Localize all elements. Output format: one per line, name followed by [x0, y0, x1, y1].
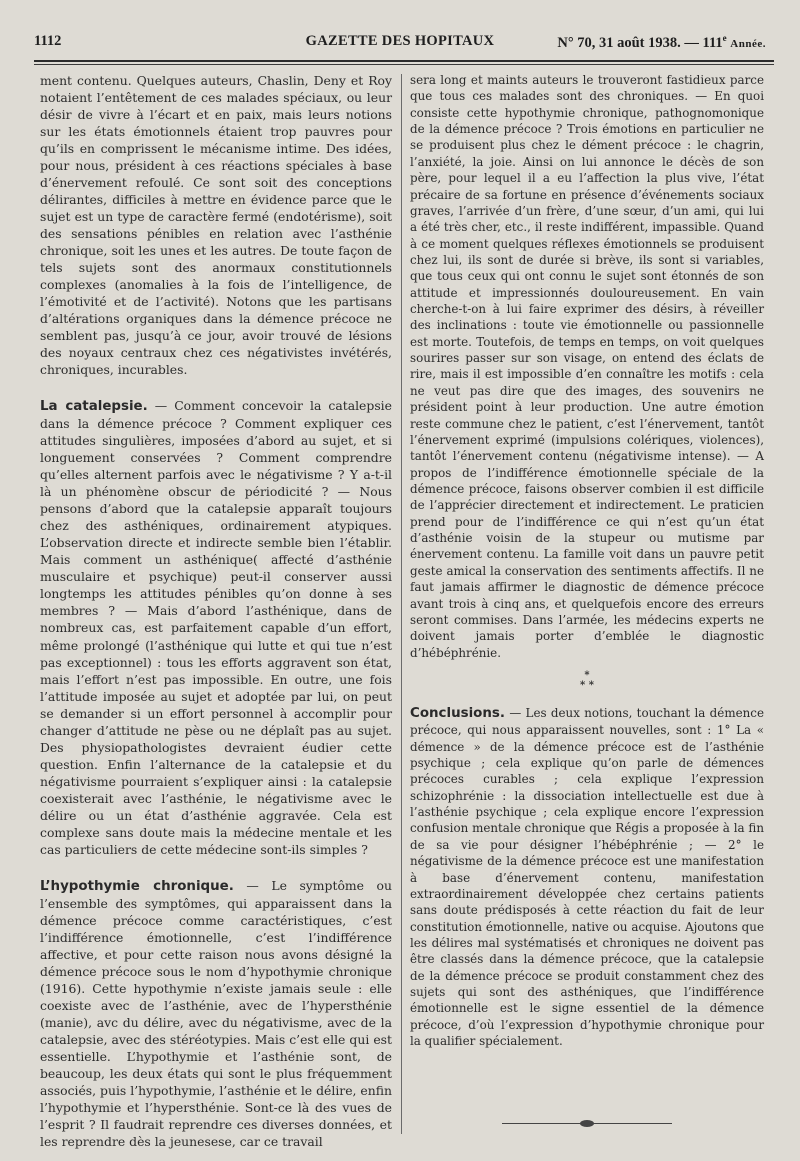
- asterism-bottom: * *: [580, 679, 594, 691]
- end-ornament-dot: [580, 1120, 594, 1127]
- catalepsie-heading: La catalepsie.: [40, 399, 148, 415]
- column-divider: [401, 74, 402, 1134]
- right-paragraph-1: sera long et maints auteurs le trouveront fastidieux parce que tous ces malades sont des chroniques. — En quoi consiste cette hypothymie chronique, pathognomonique de la démence précoce ? Trois émotions en particulier ne se produisent plus chez le dément précoce : le chagrin, l’anxiété, la joie. Ainsi on lui annonce le décès de son père, pour lequel il a eu l’affection la plus vive, l’état précaire de sa fortune en présence d’événements sociaux graves, l’arrivée d’un frère, d’une sœur, d’un ami, qui lui a été très cher, etc., il reste indifférent, impassible. Quand à ce moment quelques réflexes émotionnels se produisent chez lui, ils sont de durée si brève, ils sont si variables, que tous ceux qui ont connu le sujet sont étonnés de son attitude et impressionnés douloureusement. En vain cherche-t-on à lui faire exprimer des désirs, à réveiller des inclinations : toute vie émotionnelle ou passionnelle est morte. Toutefois, de temps en temps, on voit quelques sourires passer sur son visage, on entend des éclats de rire, mais il est impossible d’en connaître les motifs : cela ne veut pas dire que des images, des souvenirs ne président point à leur production. Une autre émotion reste commune chez le patient, c’est l’énervement, tantôt l’énervement exprimé (impulsions colériques, violences), tantôt l’énervement contenu (négativisme intense). — A propos de l’indifférence émotionnelle spéciale de la démence précoce, faisons observer combien il est difficile de l’apprécier directement et indirectement. Le praticien prend pour de l’indifférence ce qui n’est qu’un état d’asthénie voisin de la stupeur ou mutisme par énervement contenu. La famille voit dans un pauvre petit geste amical la conservation des sentiments affectifs. Il ne faut jamais affirmer le diagnostic de démence précoce avant trois à cinq ans, et quelquefois encore des erreurs seront commises. Dans l’armée, les médecins experts ne doivent jamais porter d’emblée le diagnostic d’hébéphrénie.: [410, 73, 764, 660]
- right-column: [410, 72, 764, 1129]
- hypothymie-paragraph: [40, 877, 392, 1150]
- hypothymie-text: — Le symptôme ou l’ensemble des symptômes, qui apparaissent dans la démence précoce comme caractéristiques, c’est l’indifférence émotionnelle, c’est l’indifférence affective, et pour cette raison nous avons désigné la démence précoce sous le nom d’hypothymie chronique (1916). Cette hypothymie n’existe jamais seule : elle coexiste avec de l’asthénie, avec de l’hypersthénie (manie), avc du délire, avec du négativisme, avec de la catalepsie, avec des stéréotypies. Mais c’est elle qui est essentielle. L’hypothymie et l’asthénie sont, de beaucoup, les deux états qui sont le plus fréquemment associés, puis l’hypothymie, l’asthénie et le délire, enfin l’hypothymie et l’hypersthénie. Sont-ce là des vues de l’esprit ? Il faudrait reprendre ces diverses données, et les reprendre dès la jeunesese, car ce travail: [40, 877, 393, 1149]
- catalepsie-text: — Comment concevoir la catalepsie dans la démence précoce ? Comment expliquer ces attitudes singulières, imposées d’abord au sujet, et si longuement conservées ? Comment comprendre qu’elles alternent parfois avec le négativisme ? Y a-t-il là un phénomène obscur de périodicité ? — Nous pensons d’abord que la catalepsie apparaît toujours chez des asthéniques, ordinairement atypiques. L’observation directe et indirecte semble bien l’établir. Mais comment un asthénique( affecté d’asthénie musculaire et psychique) peut-il conserver aussi longtemps les attitudes pénibles qu’on donne à ses membres ? — Mais d’abord l’asthénique, dans de nombreux cas, est parfaitement capable d’un effort, même prolongé (l’asthénique qui lutte et qui tue n’est pas exceptionnel) : tous les efforts aggravent son état, mais l’effort n’est pas impossible. En outre, une fois l’attitude imposée au sujet et adoptée par lui, on peut se demander si un effort personnel à accomplir pour changer d’attitude ne pèse ou ne déplaît pas au sujet. Des physiopathologistes devraient éudier cette question. Enfin l’alternance de la catalepsie et du négativisme pourraient s’expliquer ainsi : la catalepsie coexisterait avec l’asthénie, le négativisme avec le délire ou un état d’asthénie aggravée. Cela est complexe sans doute mais la médecine mentale et les cas particuliers de cette médecine sont-ils simples ?: [40, 398, 392, 857]
- header-rule: [34, 60, 774, 62]
- issue-annee: Année.: [730, 37, 766, 50]
- hypothymie-heading: L’hypothymie chronique.: [40, 878, 234, 894]
- page-number: 1112: [34, 33, 62, 49]
- end-ornament: [502, 1119, 672, 1129]
- running-title: GAZETTE DES HOPITAUX: [305, 33, 495, 49]
- conclusions-text: — Les deux notions, touchant la démence précoce, qui nous apparaissent nouvelles, sont : 1° La « démence » de la démence précoce est de l’asthénie psychique ; cela explique qu’on parle de démences précoces curables ; cela explique l’expression schizophrénie : la dissociation intellectuelle est due à l’asthénie psychique ; cela explique encore l’expression confusion mentale chronique que Régis a proposée à la fin de sa vie pour désigner l’hébéphrénie ; — 2° le négativisme de la démence précoce est une manifestation à base d’énervement contenu, manifestation extraordinairement développée chez certains patients sans doute prédisposés à cette réaction du fait de leur constitution émotionnelle, native ou acquise. Ajoutons que les délires mal systématisés et chroniques ne doivent pas être classés dans la démence précoce, que la catalepsie de la démence précoce se produit constamment chez des sujets qui sont des asthéniques, que l’indifférence émotionnelle est le signe essentiel de la démence précoce, d’où l’expression d’hypothymie chronique pour la qualifier spécialement.: [410, 705, 764, 1049]
- asterism-top: *: [584, 669, 590, 681]
- issue-ordinal: e: [722, 33, 727, 43]
- header-rule-thin: [34, 64, 774, 65]
- page-header: [34, 33, 766, 55]
- conclusions-paragraph: [410, 705, 764, 1050]
- section-separator-asterism: [410, 671, 764, 691]
- catalepsie-paragraph: [40, 397, 392, 857]
- issue-date: N° 70, 31 août 1938. — 111: [557, 34, 723, 51]
- conclusions-heading: Conclusions.: [410, 705, 505, 721]
- left-paragraph-1: ment contenu. Quelques auteurs, Chaslin, Deny et Roy notaient l’entêtement de ces malades spéciaux, ou leur désir de vivre à l’écart et en paix, mais leurs notions sur les états émotionnels étaient trop pauvres pour qu’ils en comprissent le mécanisme intime. Des idées, pour nous, président à ces réactions spéciales à base d’énervement refoulé. Ce sont soit des conceptions délirantes, difficiles à mettre en évidence parce que le sujet est un type de caractère fermé (endotérisme), soit des sensations pénibles en relation avec l’asthénie chronique, soit les unes et les autres. De toute façon de tels sujets sont des anormaux constitutionnels complexes (anomalies à la fois de l’intelligence, de l’émotivité et de l’activité). Notons que les partisans d’altérations organiques dans la démence précoce ne semblent pas, jusqu’à ce jour, avoir trouvé de lésions des noyaux centraux chez ces négativistes invétérés, chroniques, incurables.: [40, 73, 392, 378]
- left-column: [40, 72, 392, 1150]
- issue-info: [557, 33, 766, 52]
